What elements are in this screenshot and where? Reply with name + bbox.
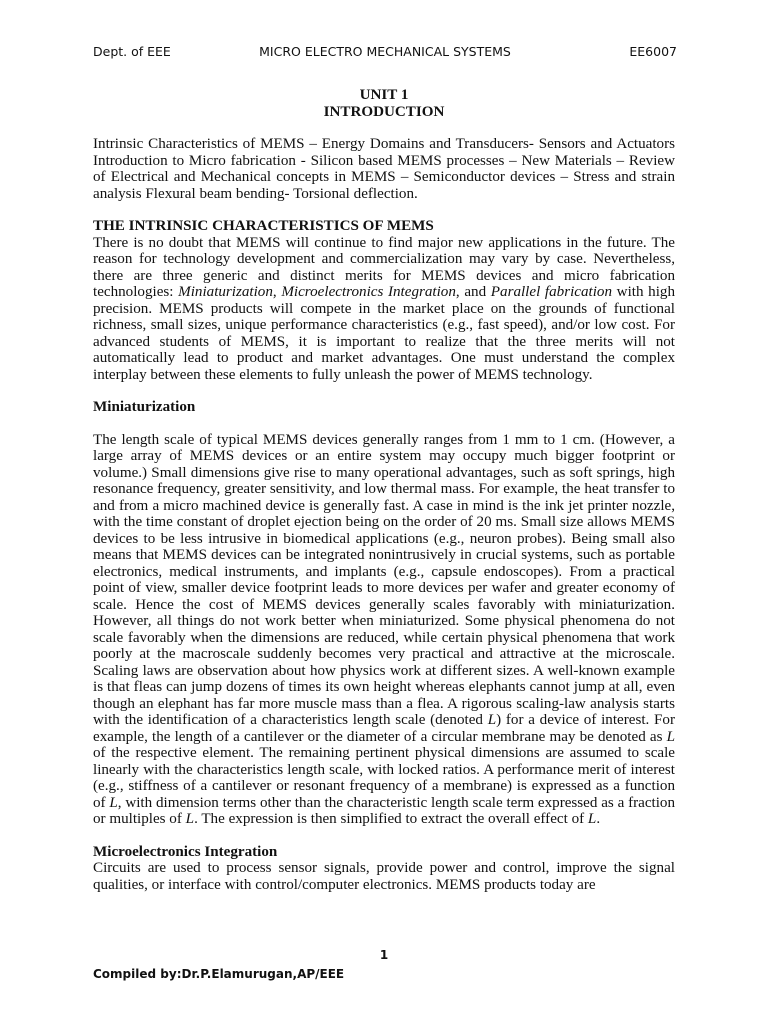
header-department: Dept. of EEE: [93, 44, 171, 59]
page-footer: Compiled by:Dr.P.Elamurugan,AP/EEE: [93, 967, 345, 981]
merit-miniaturization: Miniaturization: [178, 284, 273, 300]
microelectronics-paragraph: Circuits are used to process sensor signals, provide power and control, improve the signal qualities, or interface with control/computer electronics. MEMS products today are: [93, 860, 675, 893]
header-course-title: MICRO ELECTRO MECHANICAL SYSTEMS: [259, 44, 511, 59]
header-course-code: EE6007: [629, 44, 677, 59]
document-body: [93, 87, 675, 893]
merit-parallel-fabrication: Parallel fabrication: [490, 284, 613, 300]
intrinsic-paragraph: There is no doubt that MEMS will continue to find major new applications in the future. The reason for technology development and commercialization may vary by case. Nevertheless, there are three generic and distinct merits for MEMS devices and micro fabrication technologies: Miniaturization, Microelectronics Integration, and Parallel fabrication with high precision. MEMS products will compete in the market place on the grounds of functional richness, small sizes, unique performance characteristics (e.g., fast speed), and/or low cost. For advanced students of MEMS, it is important to realize that the three merits will not automatically lead to product and market advantages. One must understand the complex interplay between these elements to fully unleash the power of MEMS technology.: [93, 234, 675, 383]
unit-title: INTRODUCTION: [323, 103, 445, 120]
section-heading-intrinsic: THE INTRINSIC CHARACTERISTICS OF MEMS: [93, 218, 434, 234]
section-heading-microelectronics: Microelectronics Integration: [93, 843, 278, 860]
page-header: [93, 44, 677, 59]
section-heading-miniaturization: Miniaturization: [93, 399, 196, 415]
syllabus-paragraph: Intrinsic Characteristics of MEMS – Energy Domains and Transducers- Sensors and Actuators Introduction to Micro fabrication - Silicon based MEMS processes – New Materials – Review of Electrical and Mechanical concepts in MEMS – Semiconductor devices – Stress and strain analysis Flexural beam bending- Torsional deflection.: [93, 136, 675, 202]
merit-microelectronics-integration: Microelectronics Integration: [281, 284, 456, 300]
unit-number: UNIT 1: [359, 87, 409, 103]
miniaturization-paragraph: The length scale of typical MEMS devices generally ranges from 1 mm to 1 cm. (However, a large array of MEMS devices or an entire system may occupy much bigger footprint or volume.) Small dimensions give rise to many operational advantages, such as soft springs, high resonance frequency, greater sensitivity, and low thermal mass. For example, the heat transfer to and from a micro machined device is generally fast. A case in mind is the ink jet printer nozzle, with the time constant of droplet ejection being on the order of 20 ms. Small size allows MEMS devices to be less intrusive in biomedical applications (e.g., neuron probes). Being small also means that MEMS devices can be integrated nonintrusively in crucial systems, such as portable electronics, medical instruments, and implants (e.g., capsule endoscopes). From a practical point of view, smaller device footprint leads to more devices per wafer and greater economy of scale. Hence the cost of MEMS devices generally scales favorably with miniaturization. However, all things do not work better when miniaturized. Some physical phenomena do not scale favorably when the dimensions are reduced, while certain physical phenomena that work poorly at the macroscale suddenly becomes very practical and attractive at the microscale. Scaling laws are observation about how physics work at different sizes. A well-known example is that fleas can jump dozens of times its own height whereas elephants cannot jump at all, even though an elephant has far more muscle mass than a flea. A rigorous scaling-law analysis starts with the identification of a characteristics length scale (denoted L) for a device of interest. For example, the length of a cantilever or the diameter of a circular membrane may be denoted as L of the respective element. The remaining pertinent physical dimensions are assumed to scale linearly with the characteristics length scale, with locked ratios. A performance merit of interest (e.g., stiffness of a cantilever or resonant frequency of a membrane) is expressed as a function of L, with dimension terms other than the characteristic length scale term expressed as a fraction or multiples of L. The expression is then simplified to extract the overall effect of L.: [93, 431, 676, 827]
page-number: 1: [379, 948, 389, 962]
